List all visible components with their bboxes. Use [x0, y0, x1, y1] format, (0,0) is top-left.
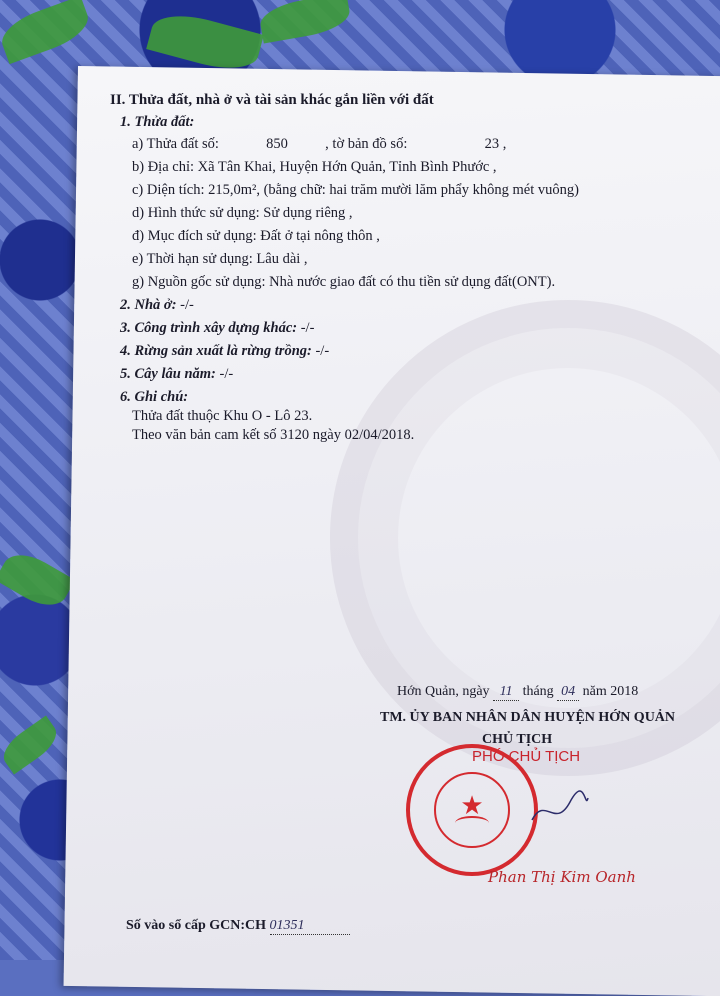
construction-row	[120, 320, 314, 337]
register-row	[126, 918, 350, 935]
deputy-title-stamp: PHÓ CHỦ TỊCH	[472, 748, 581, 765]
usage-origin-line: g) Nguồn gốc sử dụng: Nhà nước giao đất có thu tiền sử dụng đất(ONT).	[132, 274, 556, 290]
register-number: 01351	[270, 918, 350, 935]
gear-icon	[455, 816, 489, 830]
perennial-value: -/-	[219, 366, 234, 382]
notes-line-1: Thửa đất thuộc Khu O - Lô 23.	[132, 408, 313, 424]
construction-label: 3. Công trình xây dựng khác:	[120, 320, 298, 336]
date-month: 04	[557, 684, 579, 701]
usage-form-line: d) Hình thức sử dụng: Sử dụng riêng ,	[132, 205, 353, 221]
map-sheet-value: 23 ,	[484, 136, 507, 152]
construction-value: -/-	[300, 320, 315, 336]
perennial-label: 5. Cây lâu năm:	[120, 366, 216, 382]
date-year: năm 2018	[582, 684, 639, 699]
seal-inner-ring	[434, 772, 510, 848]
notes-label: 6. Ghi chú:	[120, 389, 189, 405]
signature-stroke	[530, 790, 590, 830]
perennial-row	[120, 366, 233, 383]
section-heading: II. Thửa đất, nhà ở và tài sản khác gắn liền với đất	[110, 92, 434, 108]
house-row	[120, 297, 194, 314]
chairman-title: CHỦ TỊCH	[482, 732, 553, 747]
usage-purpose-line: đ) Mục đích sử dụng: Đất ở tại nông thôn ,	[132, 228, 380, 244]
signing-date	[397, 684, 638, 701]
forest-value: -/-	[315, 343, 330, 359]
usage-term-line: e) Thời hạn sử dụng: Lâu dài ,	[132, 251, 308, 267]
map-sheet-label: , tờ bản đồ số:	[325, 136, 408, 152]
forest-label: 4. Rừng sản xuất là rừng trồng:	[120, 343, 312, 359]
star-icon: ★	[460, 790, 484, 821]
house-value: -/-	[180, 297, 194, 313]
parcel-number-value: 850	[266, 136, 288, 152]
area-line: c) Diện tích: 215,0m², (bằng chữ: hai trăm mười lăm phẩy không mét vuông)	[132, 182, 579, 198]
authority-title: TM. ỦY BAN NHÂN DÂN HUYỆN HỚN QUẢN	[380, 710, 676, 725]
notes-line-2: Theo văn bản cam kết số 3120 ngày 02/04/2018.	[132, 427, 415, 443]
parcel-heading: 1. Thửa đất:	[120, 114, 195, 130]
forest-row	[120, 343, 329, 360]
parcel-number-label: a) Thửa đất số:	[132, 136, 219, 152]
official-seal	[406, 744, 538, 876]
date-day: 11	[493, 684, 519, 701]
house-label: 2. Nhà ở:	[120, 297, 177, 313]
register-label: Số vào sổ cấp GCN:CH	[126, 918, 267, 933]
date-month-label: tháng	[522, 684, 554, 699]
address-line: b) Địa chỉ: Xã Tân Khai, Huyện Hớn Quản, Tỉnh Bình Phước ,	[132, 159, 497, 175]
parcel-number-row	[132, 136, 506, 153]
date-prefix: Hớn Quản, ngày	[397, 684, 490, 699]
signer-name: Phan Thị Kim Oanh	[488, 868, 636, 886]
